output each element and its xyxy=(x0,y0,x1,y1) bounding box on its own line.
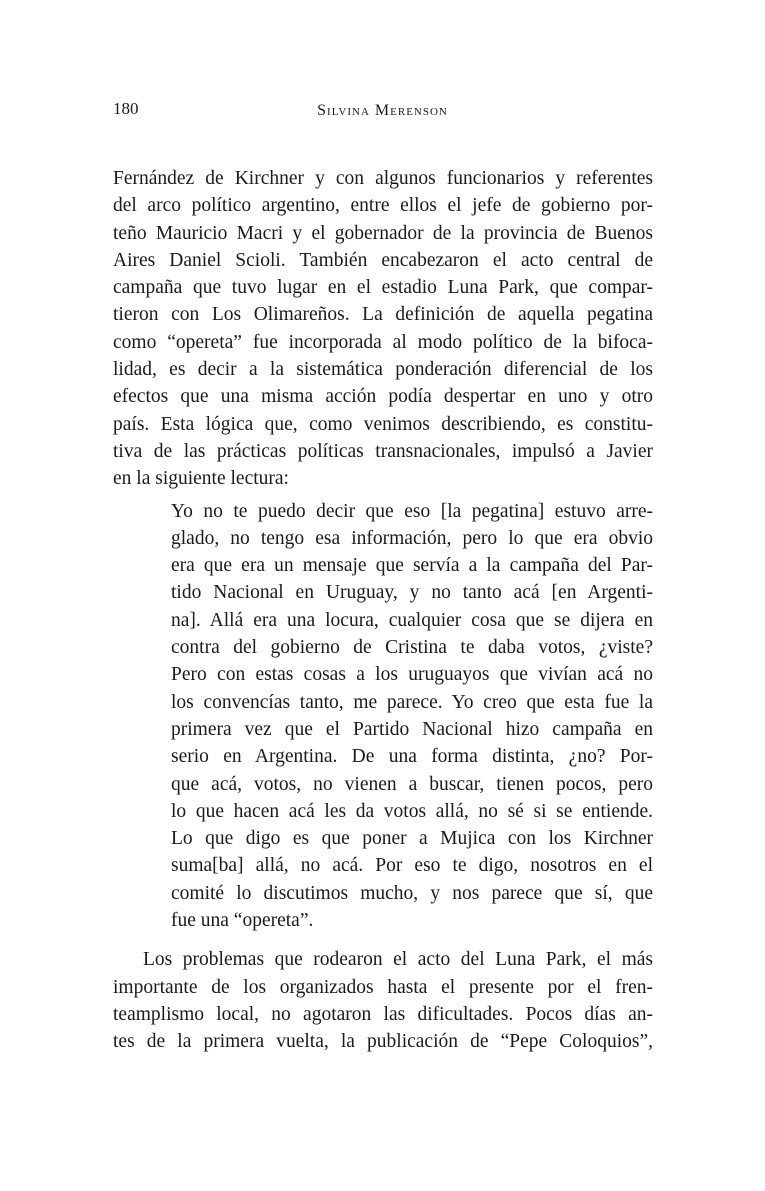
quote-line: era que era un mensaje que servía a la campaña del Par- xyxy=(171,555,653,577)
page-number: 180 xyxy=(113,99,139,118)
quote-line: Yo no te puedo decir que eso [la pegatina] estuvo arre- xyxy=(171,500,653,522)
text-line: importante de los organizados hasta el presente por el fren- xyxy=(113,976,653,998)
quote-line: na]. Allá era una locura, cualquier cosa que se dijera en xyxy=(171,609,653,631)
page-body xyxy=(113,165,653,1056)
paragraph xyxy=(113,946,653,1055)
text-line: teamplismo local, no agotaron las dificultades. Pocos días an- xyxy=(113,1003,653,1025)
paragraph xyxy=(113,165,653,493)
text-line: Aires Daniel Scioli. También encabezaron el acto central de xyxy=(113,249,653,271)
running-head: Silvina Merenson xyxy=(317,102,448,119)
block-quote xyxy=(171,498,653,935)
text-line: tiva de las prácticas políticas transnacionales, impulsó a Javier xyxy=(113,440,653,462)
text-line: del arco político argentino, entre ellos el jefe de gobierno por- xyxy=(113,195,653,217)
text-line: país. Esta lógica que, como venimos describiendo, es constitu- xyxy=(113,413,653,435)
text-line: lidad, es decir a la sistemática ponderación diferencial de los xyxy=(113,359,653,381)
text-line: tes de la primera vuelta, la publicación de “Pepe Coloquios”, xyxy=(113,1031,653,1053)
text-line: efectos que una misma acción podía despertar en uno y otro xyxy=(113,386,653,408)
quote-line: fue una “opereta”. xyxy=(171,910,314,932)
text-line: teño Mauricio Macri y el gobernador de la provincia de Buenos xyxy=(113,222,653,244)
quote-line: tido Nacional en Uruguay, y no tanto acá [en Argenti- xyxy=(171,582,653,604)
quote-line: suma[ba] allá, no acá. Por eso te digo, nosotros en el xyxy=(171,855,653,877)
text-line: en la siguiente lectura: xyxy=(113,468,289,490)
quote-line: Lo que digo es que poner a Mujica con los Kirchner xyxy=(171,828,653,850)
quote-line: primera vez que el Partido Nacional hizo campaña en xyxy=(171,718,653,740)
text-line: campaña que tuvo lugar en el estadio Luna Park, que compar- xyxy=(113,277,653,299)
text-line: tieron con Los Olimareños. La definición de aquella pegatina xyxy=(113,304,653,326)
text-line: como “opereta” fue incorporada al modo político de la bifoca- xyxy=(113,331,653,353)
quote-line: Pero con estas cosas a los uruguayos que vivían acá no xyxy=(171,664,653,686)
quote-line: que acá, votos, no vienen a buscar, tienen pocos, pero xyxy=(171,773,653,795)
text-line: Fernández de Kirchner y con algunos funcionarios y referentes xyxy=(113,168,653,189)
text-line: Los problemas que rodearon el acto del Luna Park, el más xyxy=(143,949,653,971)
quote-line: glado, no tengo esa información, pero lo que era obvio xyxy=(171,527,653,549)
quote-line: comité lo discutimos mucho, y nos parece que sí, que xyxy=(171,882,653,904)
quote-line: lo que hacen acá les da votos allá, no sé si se entiende. xyxy=(171,800,653,822)
quote-line: contra del gobierno de Cristina te daba votos, ¿viste? xyxy=(171,637,653,659)
quote-line: serio en Argentina. De una forma distinta, ¿no? Por- xyxy=(171,746,653,768)
quote-line: los convencías tanto, me parece. Yo creo que esta fue la xyxy=(171,691,653,713)
